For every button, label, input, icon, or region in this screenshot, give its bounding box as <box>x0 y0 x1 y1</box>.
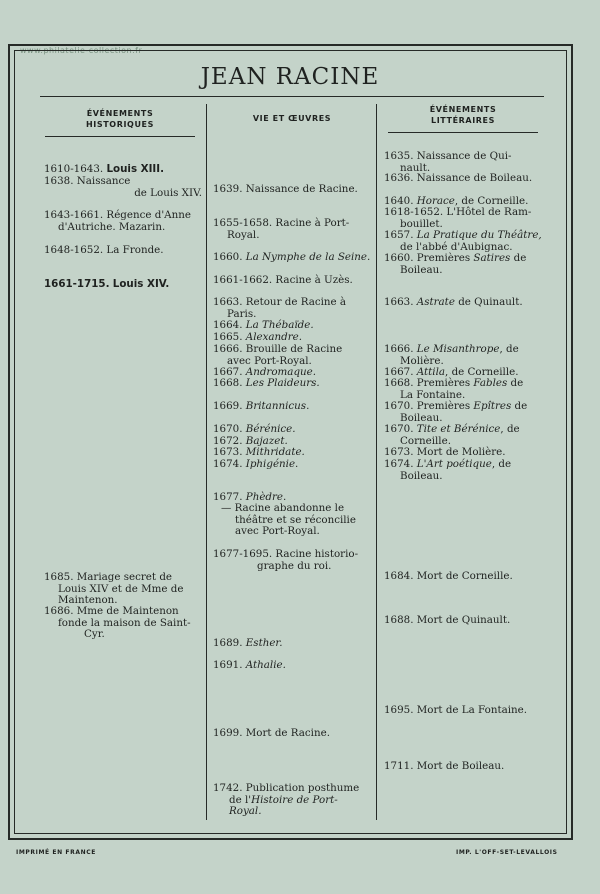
historical-entry <box>44 176 202 199</box>
entry-text: , de <box>499 343 519 355</box>
life-entry <box>213 218 373 241</box>
entry-line: théâtre et se réconcilie <box>235 513 356 526</box>
header-historical <box>42 108 198 137</box>
historical-entry <box>44 279 202 291</box>
entry-line: 1655-1658. Racine à Port- <box>213 217 350 229</box>
work-title: Andromaque. <box>245 366 317 378</box>
entry-text: 1672. <box>213 435 246 447</box>
entry-text: , de Corneille. <box>445 366 519 378</box>
entry-text: 1674. <box>213 458 246 470</box>
header-literary <box>381 104 545 133</box>
entry-line: nault. <box>400 161 431 174</box>
header-underline <box>388 132 538 133</box>
entry-text: 1666. <box>384 343 417 355</box>
life-entry <box>213 549 373 572</box>
historical-entry <box>44 606 202 641</box>
literary-entry <box>384 230 544 253</box>
entry-text: 1667. <box>213 366 246 378</box>
entry-text: 1660. <box>213 251 246 263</box>
literary-entry: 1688. Mort de Quinault. <box>384 614 511 626</box>
header-historical-line2: HISTORIQUES <box>86 120 154 129</box>
life-entry <box>221 503 373 538</box>
page-title: JEAN RACINE <box>200 64 380 90</box>
entry-text: 1665. <box>213 331 246 343</box>
life-entry <box>213 424 373 436</box>
work-title: Satires <box>473 252 511 264</box>
header-literary-line1: ÉVÉNEMENTS <box>429 105 497 114</box>
entry-text: 1663. <box>384 296 417 308</box>
entry-line: bouillet. <box>400 217 443 230</box>
entry-line: 1635. Naissance de Qui- <box>384 150 512 162</box>
literary-entry <box>384 207 544 230</box>
entry-line: fonde la maison de Saint- <box>58 616 191 629</box>
watermark: www.philatelie-collection.fr <box>20 46 143 55</box>
literary-entry <box>384 297 544 309</box>
entry-text: 1668. Premières <box>384 377 474 389</box>
work-title: Epîtres <box>473 400 512 412</box>
work-title: Phèdre. <box>245 491 287 503</box>
life-entry <box>213 459 373 471</box>
entry-text: 1689. <box>213 637 246 649</box>
life-entry: 1661-1662. Racine à Uzès. <box>213 274 353 286</box>
historical-entry <box>44 164 202 176</box>
entry-line: Louis XIV et de Mme de <box>58 582 184 595</box>
work-title: Fables <box>473 377 508 389</box>
historical-entry: 1648-1652. La Fronde. <box>44 244 164 256</box>
literary-entry <box>384 401 544 424</box>
title-rule <box>40 96 544 97</box>
literary-entry <box>384 253 544 276</box>
literary-entry: 1673. Mort de Molière. <box>384 446 506 458</box>
life-entry <box>213 660 373 672</box>
life-entry <box>213 783 373 818</box>
header-historical-line1: ÉVÉNEMENTS <box>86 109 154 118</box>
entry-line: Maintenon. <box>58 594 118 607</box>
entry-line: 1742. Publication posthume <box>213 782 360 794</box>
entry-line: 1685. Mariage secret de <box>44 571 173 583</box>
entry-line: Royal. <box>227 228 260 241</box>
life-entry: 1639. Naissance de Racine. <box>213 183 358 195</box>
work-title: Britannicus. <box>245 400 310 412</box>
historical-entry <box>44 572 202 607</box>
life-entry <box>213 447 373 459</box>
entry-text: 1670. <box>384 423 417 435</box>
entry-line: Molière. <box>400 354 444 367</box>
entry-text-bold: 1661-1715. <box>44 278 110 290</box>
work-title: La Thébaïde. <box>245 319 314 331</box>
life-entry: 1699. Mort de Racine. <box>213 727 330 739</box>
work-title: Iphigénie. <box>245 458 299 470</box>
entry-text: , de <box>500 423 520 435</box>
literary-entry: 1711. Mort de Boileau. <box>384 760 505 772</box>
entry-line: de Louis XIV. <box>134 186 202 199</box>
work-title: Attila <box>416 366 446 378</box>
entry-line: Corneille. <box>400 434 451 447</box>
entry-line: Boileau. <box>400 263 443 276</box>
entry-line: graphe du roi. <box>257 559 332 572</box>
entry-line: avec Port-Royal. <box>227 354 312 367</box>
entry-text: de l' <box>229 793 252 806</box>
entry-text: de Quinault. <box>454 296 523 308</box>
entry-text: 1664. <box>213 319 246 331</box>
entry-text: 1640. <box>384 195 417 207</box>
literary-entry <box>384 459 544 482</box>
literary-entry: 1695. Mort de La Fontaine. <box>384 704 528 716</box>
entry-line: 1666. Brouille de Racine <box>213 343 343 355</box>
entry-text: de <box>510 252 527 264</box>
literary-entry <box>384 378 544 401</box>
entry-line: 1618-1652. L'Hôtel de Ram- <box>384 206 532 218</box>
literary-entry <box>384 344 544 367</box>
work-title: Royal. <box>229 805 262 818</box>
entry-text: 1669. <box>213 400 246 412</box>
entry-line: Boileau. <box>400 411 443 424</box>
entry-text: 1667. <box>384 366 417 378</box>
work-title: Esther. <box>245 637 283 649</box>
entry-line: Cyr. <box>84 628 105 641</box>
header-underline <box>45 136 195 137</box>
entry-line: La Fontaine. <box>400 388 466 401</box>
work-title: Bajazet. <box>245 435 288 447</box>
literary-entry: 1636. Naissance de Boileau. <box>384 172 533 184</box>
entry-text: de <box>511 400 528 412</box>
literary-entry: 1684. Mort de Corneille. <box>384 570 513 582</box>
entry-line: avec Port-Royal. <box>235 525 320 538</box>
entry-text: 1668. <box>213 377 246 389</box>
entry-line: de l'abbé d'Aubignac. <box>400 240 513 253</box>
entry-text-bold: Louis XIII. <box>106 163 165 175</box>
life-entry <box>213 320 373 332</box>
entry-text: 1691. <box>213 659 246 671</box>
work-title: Tite et Bérénice <box>416 423 501 435</box>
entry-line: 1677-1695. Racine historio- <box>213 548 359 560</box>
work-title: Les Plaideurs. <box>245 377 320 389</box>
work-title: Horace <box>416 195 455 207</box>
entry-line: — Racine abandonne le <box>221 502 345 514</box>
work-title: Bérénice. <box>245 423 296 435</box>
entry-line: 1638. Naissance <box>44 175 131 187</box>
entry-text: 1670. <box>213 423 246 435</box>
work-title: Astrate <box>416 296 455 308</box>
work-title: La Pratique du Théâtre, <box>416 229 542 241</box>
entry-text-bold: Louis XIV. <box>112 278 170 290</box>
entry-text: 1660. Premières <box>384 252 474 264</box>
column-divider-left <box>206 104 207 820</box>
work-title: L'Art poétique <box>416 458 492 470</box>
work-title: Athalie. <box>245 659 286 671</box>
entry-text: 1674. <box>384 458 417 470</box>
footer-right: IMP. L'OFF-SET-LEVALLOIS <box>456 849 558 856</box>
work-title: Mithridate. <box>245 446 305 458</box>
entry-text: 1670. Premières <box>384 400 474 412</box>
life-entry <box>213 401 373 413</box>
header-literary-line2: LITTÉRAIRES <box>431 116 495 125</box>
life-entry <box>213 297 373 320</box>
entry-line: d'Autriche. Mazarin. <box>58 220 166 233</box>
historical-entry <box>44 210 202 233</box>
footer-left: IMPRIMÉ EN FRANCE <box>16 849 96 856</box>
entry-text: , de Corneille. <box>454 195 529 207</box>
life-entry <box>213 252 373 264</box>
life-entry <box>213 378 373 390</box>
work-title: Le Misanthrope <box>416 343 500 355</box>
literary-entry <box>384 424 544 447</box>
entry-text: 1610-1643. <box>44 163 104 175</box>
entry-line: Paris. <box>227 307 257 320</box>
work-title: Histoire de Port- <box>251 793 338 806</box>
entry-text: , de <box>491 458 512 470</box>
life-entry <box>213 332 373 344</box>
work-title: Alexandre. <box>245 331 303 343</box>
entry-text: 1657. <box>384 229 417 241</box>
work-title: La Nymphe de la Seine. <box>245 251 371 263</box>
column-divider-right <box>376 104 377 820</box>
entry-line: 1643-1661. Régence d'Anne <box>44 209 191 221</box>
entry-text: de <box>507 377 524 389</box>
literary-entry <box>384 151 544 174</box>
entry-text: 1673. <box>213 446 246 458</box>
entry-text: 1677. <box>213 491 246 503</box>
life-entry <box>213 638 373 650</box>
entry-line: Boileau. <box>400 469 443 482</box>
entry-line: 1686. Mme de Maintenon <box>44 605 179 617</box>
header-life: VIE ET ŒUVRES <box>252 114 332 123</box>
life-entry <box>213 344 373 367</box>
entry-line: 1663. Retour de Racine à <box>213 296 347 308</box>
